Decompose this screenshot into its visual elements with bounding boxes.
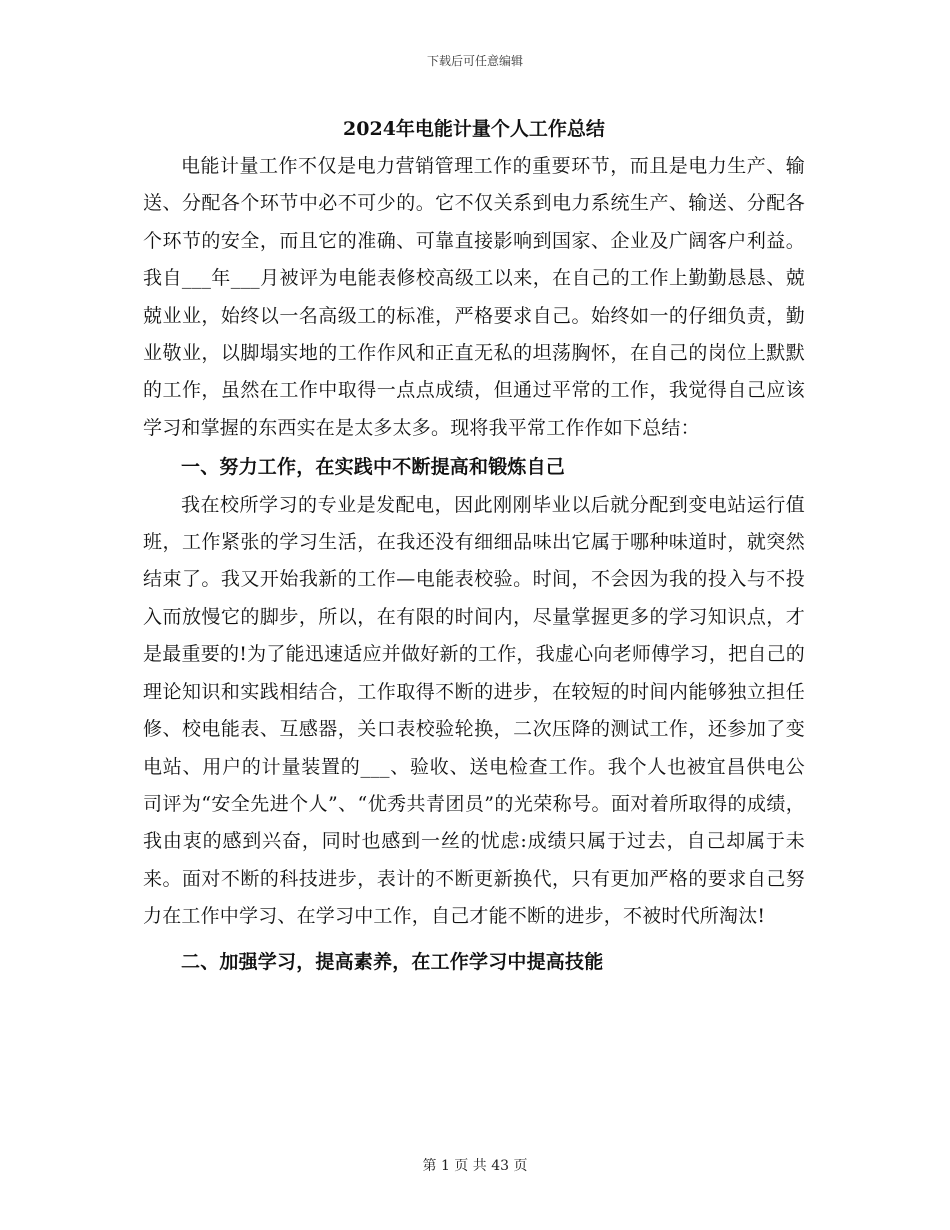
page-footer-number: 第 1 页 共 43 页 <box>422 1158 528 1174</box>
section-heading-2: 二、加强学习，提高素养，在工作学习中提高技能 <box>181 950 604 973</box>
paragraph-intro: 电能计量工作不仅是电力营销管理工作的重要环节，而且是电力生产、输送、分配各个环节中必不可少的。它不仅关系到电力系统生产、输送、分配各个环节的安全，而且它的准确、可靠直接影响到国家、企业及广阔客户利益。我自___年___月被评为电能表修校高级工以来，在自己的工作上勤勤恳恳、兢兢业业，始终以一名高级工的标准，严格要求自己。始终如一的仔细负责，勤业敬业，以脚塌实地的工作作风和正直无私的坦荡胸怀，在自己的岗位上默默的工作，虽然在工作中取得一点点成绩，但通过平常的工作，我觉得自己应该学习和掌握的东西实在是太多太多。现将我平常工作作如下总结： <box>143 155 805 439</box>
paragraph-section-1: 我在校所学习的专业是发配电，因此刚刚毕业以后就分配到变电站运行值班，工作紧张的学习生活，在我还没有细细品味出它属于哪种味道时，就突然结束了。我又开始我新的工作—电能表校验。时间，不会因为我的投入与不投入而放慢它的脚步，所以，在有限的时间内，尽量掌握更多的学习知识点，才是最重要的!为了能迅速适应并做好新的工作，我虚心向老师傅学习，把自己的理论知识和实践相结合，工作取得不断的进步，在较短的时间内能够独立担任修、校电能表、互感器，关口表校验轮换，二次压降的测试工作，还参加了变电站、用户的计量装置的___、验收、送电检查工作。我个人也被宜昌供电公司评为“安全先进个人”、“优秀共青团员”的光荣称号。面对着所取得的成绩，我由衷的感到兴奋，同时也感到一丝的忧虑:成绩只属于过去，自己却属于未来。面对不断的科技进步，表计的不断更新换代，只有更加严格的要求自己努力在工作中学习、在学习中工作，自己才能不断的进步，不被时代所淘汰! <box>143 493 805 928</box>
document-title: 2024年电能计量个人工作总结 <box>343 118 605 140</box>
document-body <box>143 110 805 981</box>
page-header-note: 下载后可任意编辑 <box>426 54 523 68</box>
section-heading-1: 一、努力工作，在实践中不断提高和锻炼自己 <box>181 456 566 479</box>
